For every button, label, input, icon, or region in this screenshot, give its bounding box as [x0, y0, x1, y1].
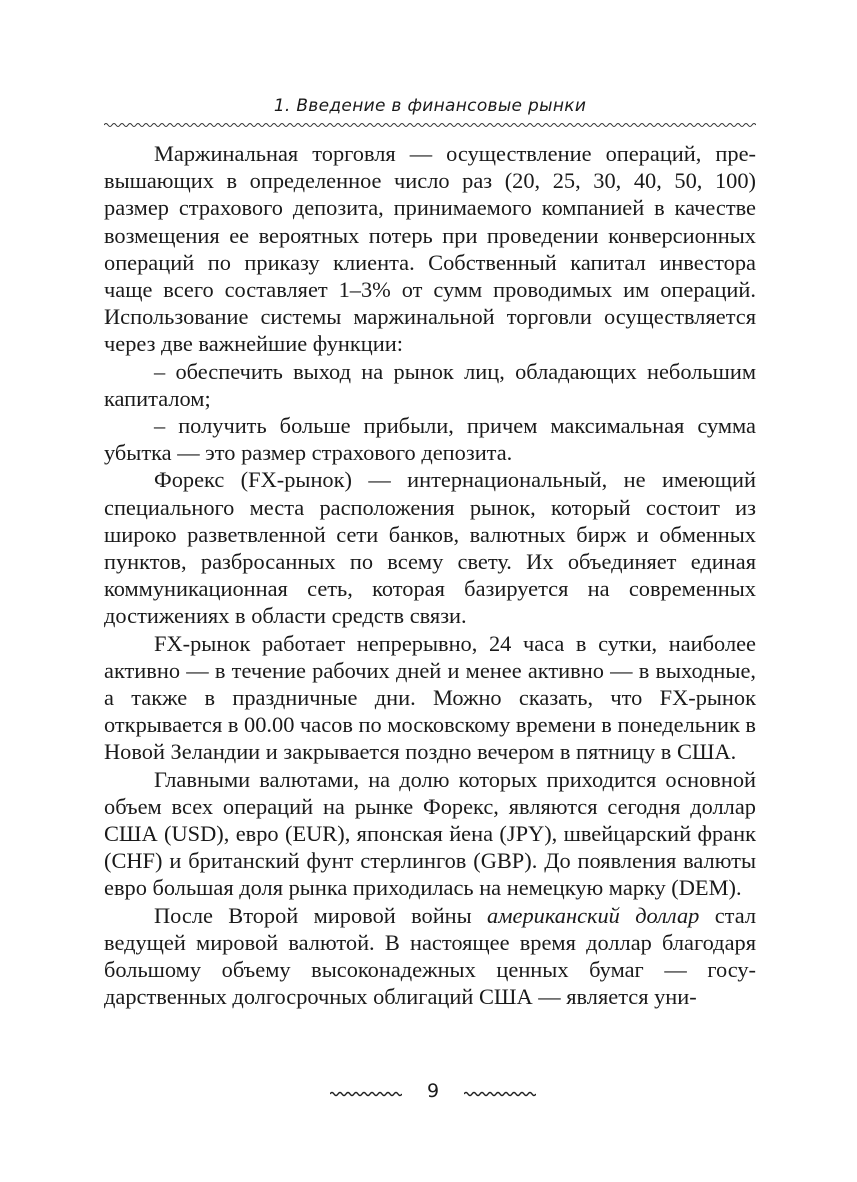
page-number: 9: [426, 1080, 440, 1102]
paragraph-fx-hours: FX-рынок работает непрерывно, 24 часа в сутки, наиболее активно — в течение рабочих дней и менее активно — в выходные, а также в праздничные дни. Можно сказать, что FX-рынок открывается в 00.00 часов по московскому времени в понедельник в Новой Зеландии и закрывается поздно вечером в пятницу в США.: [104, 630, 756, 765]
paragraph-margin-trading: Маржинальная торговля — осуществление операций, превышающих в определенное число раз (20, 25, 30, 40, 50, 100) размер страхового депозита, принимаемого компанией в качестве возмещения ее вероятных потерь при проведении конверсионных операций по приказу клиента. Собственный капитал инвестора чаще всего составляет 1–3% от сумм проводимых им операций. Использование системы маржинальной торговли осуществляется через две важнейшие функции:: [104, 141, 756, 357]
us-dollar-emphasis: американский доллар: [487, 902, 700, 928]
footer-wavy-ornament-left: [330, 1090, 402, 1098]
page-footer: [104, 1080, 756, 1120]
footer-wavy-ornament-right: [464, 1090, 536, 1098]
list-item-access: – обеспечить выход на рынок лиц, обладающих небольшим капиталом;: [104, 358, 756, 411]
list-item-profit: – получить больше прибыли, причем максимальная сумма убытка — это размер страхового депозита.: [104, 413, 756, 466]
paragraph-forex: Форекс (FX-рынок) — интернациональный, не имеющий специального места расположения рынок, который состоит из широко разветвленной сети банков, валютных бирж и обменных пунктов, разбросанных по всему свету. Их объединяет единая коммуникационная сеть, которая базируется на современных достижениях в области средств связи.: [104, 467, 756, 629]
paragraph-us-dollar: [104, 902, 756, 1011]
paragraph-main-currencies: Главными валютами, на долю которых приходится основной объем всех операций на рынке Форекс, являются сегодня доллар США (USD), евро (EUR), японская йена (JPY), швейцарский франк (CHF) и британский фунт стерлингов (GBP). До появления валюты евро большая доля рынка приходилась на немецкую марку (DEM).: [104, 766, 756, 901]
running-head-title: 1. Введение в финансовые рынки: [273, 96, 587, 116]
us-dollar-text-end: стал ведущей мировой валютой. В настоящее время доллар благодаря большому объему высоконадежных ценных бумаг — государственных долгосрочных облигаций США — является уни-: [104, 902, 757, 1010]
us-dollar-text-start: После Второй мировой войны: [154, 902, 488, 928]
header-wavy-rule: [104, 121, 756, 129]
main-text: [104, 140, 756, 1011]
